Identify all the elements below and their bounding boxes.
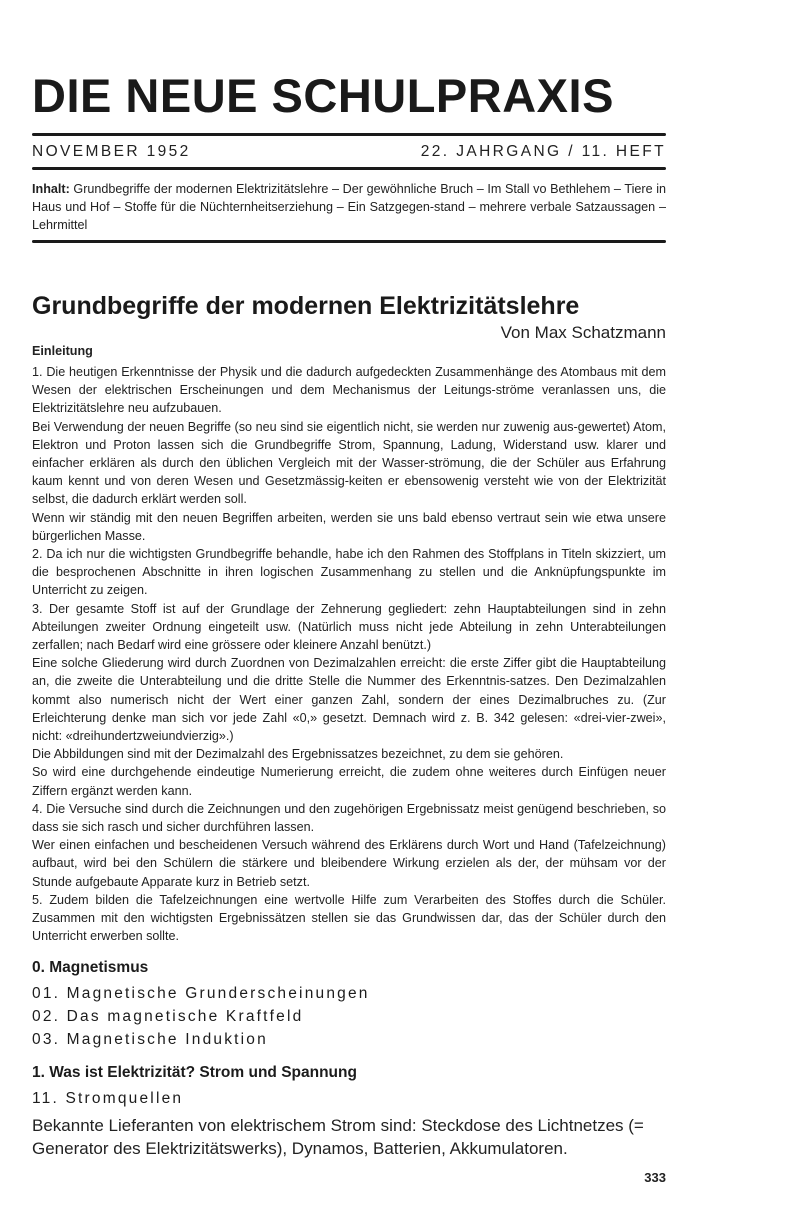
issue-date: NOVEMBER 1952 bbox=[32, 143, 191, 160]
paragraph: Wenn wir ständig mit den neuen Begriffen arbeiten, werden sie uns bald ebenso vertraut sein wie etwa unsere bürgerlichen Masse. bbox=[32, 510, 666, 543]
paragraph: 5. Zudem bilden die Tafelzeichnungen eine wertvolle Hilfe zum Verarbeiten des Stoffes durch die Schüler. Zusammen mit den wichtigsten Ergebnissätzen stellen sie das Grundwissen dar, das der Schüler durch den Unterricht erwerben sollte. bbox=[32, 892, 666, 944]
section-elektrizitaet bbox=[32, 1063, 666, 1110]
magazine-page bbox=[32, 0, 666, 1205]
contents-text: Grundbegriffe der modernen Elektrizitätslehre – Der gewöhnliche Bruch – Im Stall vo Bethlehem – Tiere in Haus und Hof – Stoffe für die Nüchternheitserziehung – Ein Satzgegen-stand – mehrere verbale Satzaussagen – Lehrmittel bbox=[32, 182, 667, 232]
paragraph: 3. Der gesamte Stoff ist auf der Grundlage der Zehnerung gegliedert: zehn Hauptabteilungen sind in zehn Abteilungen zweiter Ordnung eingeteilt usw. (Natürlich muss nicht jede Abteilung in zehn Unterabteilungen zerfallen; nach Bedarf wird eine grössere oder kleinere Anzahl benützt.) bbox=[32, 601, 666, 653]
intro-heading: Einleitung bbox=[32, 344, 93, 358]
article-title: Grundbegriffe der modernen Elektrizitätslehre bbox=[32, 292, 580, 320]
subsection-heading: 02. Das magnetische Kraftfeld bbox=[32, 1007, 304, 1025]
masthead-rule-top bbox=[32, 133, 666, 136]
subsection-heading: 01. Magnetische Grunderscheinungen bbox=[32, 984, 370, 1002]
issue-number: 22. JAHRGANG / 11. HEFT bbox=[420, 143, 666, 160]
paragraph: 2. Da ich nur die wichtigsten Grundbegriffe behandle, habe ich den Rahmen des Stoffplans in Titeln skizziert, um die besprochenen Abschnitte in ihren logischen Zusammenhang zu stellen und die Anknüpfungspunkte im Unterricht zu zeigen. bbox=[32, 547, 666, 598]
masthead-rule-bottom bbox=[32, 167, 666, 170]
contents-label: Inhalt: bbox=[32, 182, 70, 196]
paragraph: 1. Die heutigen Erkenntnisse der Physik und die dadurch aufgedeckten Zusammenhänge des Atombaus mit dem Wesen der elektrischen Erscheinungen und dem Mechanismus der Leitungs-ströme veranlassen uns, die Elektrizitätslehre neu aufzubauen. bbox=[32, 365, 666, 416]
contents-rule bbox=[32, 240, 666, 243]
paragraph: So wird eine durchgehende eindeutige Numerierung erreicht, die zudem ohne weiteres durch Einfügen neuer Ziffern ergänzt werden kann. bbox=[32, 765, 666, 798]
paragraph: Wer einen einfachen und bescheidenen Versuch während des Erklärens durch Wort und Hand (Tafelzeichnung) aufbaut, wird bei den Schülern die stärkere und bleibendere Wirkung erzielen als der, der mühsam vor der Stunde aufgebaute Apparate kurz in Betrieb setzt. bbox=[32, 838, 666, 889]
section-heading-elektrizitaet: 1. Was ist Elektrizität? Strom und Spannung bbox=[32, 1063, 357, 1081]
paragraph: Eine solche Gliederung wird durch Zuordnen von Dezimalzahlen erreicht: die erste Ziffer gibt die Hauptabteilung an, die zweite die Unterabteilung und die dritte Stelle die Nummer des Erkenntnis-satzes. Den Dezimalzahlen kommt also numerisch nicht der Wert einer ganzen Zahl, sondern der eines Dezimalbruches zu. (Zur Erleichterung denke man sich vor jede Zahl «0,» gesetzt. Demnach wird z. B. 342 gelesen: «drei-vier-zwei», nicht: «dreihundertzweiundvierzig».) bbox=[32, 656, 666, 744]
article-body bbox=[32, 363, 666, 946]
subsection-heading: 03. Magnetische Induktion bbox=[32, 1030, 268, 1048]
closing-paragraph: Bekannte Lieferanten von elektrischem Strom sind: Steckdose des Lichtnetzes (= Generator des Elektrizitätswerks), Dynamos, Batterien, Akkumulatoren. bbox=[32, 1115, 644, 1158]
paragraph: 4. Die Versuche sind durch die Zeichnungen und den zugehörigen Ergebnissatz meist genügend beschrieben, so dass sie sich rasch und sicher durchführen lassen. bbox=[32, 801, 666, 835]
masthead-title: DIE NEUE SCHULPRAXIS bbox=[32, 69, 614, 122]
article-author: Von Max Schatzmann bbox=[500, 323, 666, 342]
table-of-contents bbox=[32, 180, 666, 234]
paragraph: Bei Verwendung der neuen Begriffe (so neu sind sie eigentlich nicht, sie werden nur zuwenig aus-gewertet) Atom, Elektron und Proton lassen sich die Grundbegriffe Strom, Spannung, Ladung, Widerstand usw. klarer und einfacher erklären als durch den üblichen Vergleich mit der Wasser-strömung, die der Schüler aus Erfahrung kaum kennt und von deren Wesen und Gesetzmässig-keiten er ebensowenig versteht wie von der Elektrizität selbst, die dadurch erklärt werden soll. bbox=[32, 419, 666, 507]
section-heading-magnetismus: 0. Magnetismus bbox=[32, 958, 149, 976]
subsection-heading: 11. Stromquellen bbox=[32, 1089, 184, 1107]
issue-line bbox=[32, 143, 666, 161]
paragraph: Die Abbildungen sind mit der Dezimalzahl des Ergebnissatzes bezeichnet, zu dem sie gehören. bbox=[32, 747, 564, 762]
section-magnetismus bbox=[32, 958, 666, 1051]
page-number: 333 bbox=[644, 1169, 666, 1185]
